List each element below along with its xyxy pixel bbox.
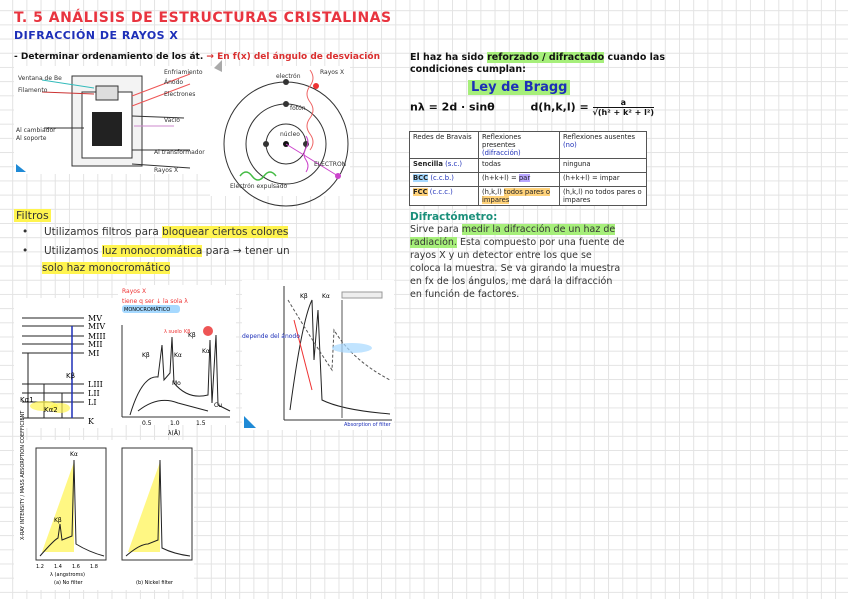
bragg-intro-line1: [410, 52, 665, 63]
table-header-cell: Reflexiones ausentes (no): [560, 132, 647, 159]
intro-line: [14, 52, 380, 62]
level-li: LI: [88, 398, 97, 407]
table-header-cell: Redes de Bravais: [410, 132, 479, 159]
atom-label-electron: electrón: [276, 73, 301, 80]
table-cell: BCC (c.c.b.): [410, 173, 479, 187]
filtros-bullet-2: • Utilizamos luz monocromática para → tener un: [22, 245, 290, 257]
atom-label-electron2: ELECTRON: [314, 161, 347, 168]
tube-label-support: Al soporte: [16, 135, 47, 142]
spectrum-label-mo: Mo: [172, 380, 181, 387]
level-miii: MIII: [88, 332, 106, 341]
level-kalpha2: Kα2: [44, 406, 58, 414]
atom-label-xrays: Rayos X: [320, 69, 345, 76]
bragg-intro-hl: reforzado / difractado: [487, 52, 605, 63]
spectrum-top-note2: Kβ: [184, 329, 191, 335]
nickel-ylabel: X-RAY INTENSITY / MASS ABSORPTION COEFFICIENT: [20, 410, 26, 540]
nickel-xtick-1: 1.2: [36, 564, 44, 570]
nickel-peak-kb-a: Kβ: [54, 517, 62, 524]
spectrum-xtick-2: 1.0: [170, 420, 180, 427]
bragg-formula-den: √(h² + k² + l²): [592, 108, 654, 117]
nickel-xtick-3: 1.6: [72, 564, 80, 570]
spectrum-xtick-1: 0.5: [142, 420, 152, 427]
table-cell: (h,k,l) todos pares o impares: [479, 187, 560, 206]
spectrum-peak-ka2: Kα: [202, 348, 210, 355]
level-kalpha1: Kα1: [20, 396, 34, 404]
tube-label-vacuum: Vacío: [164, 117, 180, 124]
page-subtitle: DIFRACCIÓN DE RAYOS X: [14, 29, 179, 42]
tube-label-xrays: Rayos X: [154, 167, 179, 174]
level-mv: MV: [88, 314, 102, 323]
xray-tube-figure: [14, 66, 210, 174]
table-cell: todas: [479, 159, 560, 173]
spectrum-xlabel: λ(Å): [168, 430, 181, 437]
level-miv: MIV: [88, 322, 106, 331]
filtros-bullet-1: • Utilizamos filtros para bloquear ciertos colores: [22, 226, 289, 238]
intro-text: - Determinar ordenamiento de los át.: [14, 52, 204, 62]
bragg-intro-line2: condiciones cumplan:: [410, 64, 526, 75]
table-cell: Sencilla (s.c.): [410, 159, 479, 173]
bragg-intro-post: cuando las: [607, 52, 665, 63]
nickel-caption-b: (b) Nickel filter: [136, 580, 173, 586]
level-mii: MII: [88, 340, 103, 349]
table-cell: FCC (c.c.c.): [410, 187, 479, 206]
bragg-formula: [410, 98, 654, 117]
spectrum-note-solo: tiene q ser ↓ la sola λ: [122, 298, 188, 305]
table-cell: (h,k,l) no todos pares o impares: [560, 187, 647, 206]
nickel-xtick-4: 1.8: [90, 564, 98, 570]
nickel-xtick-2: 1.4: [54, 564, 62, 570]
absorption-note-anode: depende del ánodo: [242, 333, 300, 340]
spectrum-label-cu: Cu: [214, 402, 222, 409]
tube-label-electrons: Electrones: [164, 91, 196, 98]
absorption-caption: Absorption of filter: [344, 422, 391, 428]
atom-label-ejected: Electrón expulsado: [230, 183, 288, 190]
intro-arrow-text: → En f(x) del ángulo de desviación: [206, 52, 380, 62]
spectrum-top-note1: λ suelo: [164, 329, 182, 335]
tube-label-filament: Filamento: [18, 87, 48, 94]
energy-levels-drawing: [14, 298, 118, 428]
atom-figure: [210, 66, 350, 196]
table-cell: ninguna: [560, 159, 647, 173]
spectrum-peak-kb1: Kβ: [142, 352, 150, 359]
nickel-caption-a: (a) No filter: [54, 580, 83, 586]
nickel-xlabel-a: λ (angstroms): [50, 572, 85, 578]
tube-label-window: Ventana de Be: [18, 75, 62, 82]
spectrum-peak-kb2: Kβ: [188, 332, 196, 339]
table-cell: (h+k+l) = impar: [560, 173, 647, 187]
level-k: K: [88, 417, 94, 426]
bragg-formula-num: a: [593, 98, 654, 108]
spectrum-peak-ka1: Kα: [174, 352, 182, 359]
absorption-ka: Kα: [322, 293, 330, 300]
spectrum-xtick-3: 1.5: [196, 420, 206, 427]
atom-drawing: [210, 66, 350, 196]
table-row: [410, 173, 647, 187]
bragg-formula-left: nλ = 2d · sinθ: [410, 100, 495, 114]
absorption-figure: [242, 280, 394, 430]
table-cell: (h+k+l) = par: [479, 173, 560, 187]
difractometro-heading: Difractómetro:: [410, 211, 498, 223]
filtros-heading: Filtros: [16, 209, 49, 222]
tube-label-transformer: Al transformador: [154, 149, 205, 156]
table-header-row: [410, 132, 647, 159]
tube-label-cooling: Enfriamiento: [164, 69, 203, 76]
table-row: [410, 187, 647, 206]
level-lii: LII: [88, 389, 100, 398]
filtros-bullet-2-cont: solo haz monocromático: [42, 262, 171, 274]
tube-label-changer: Al cambiador: [16, 127, 56, 134]
bragg-intro-pre: El haz ha sido: [410, 52, 484, 63]
page-title: T. 5 ANÁLISIS DE ESTRUCTURAS CRISTALINAS: [14, 10, 392, 26]
xray-tube-drawing: [14, 66, 210, 174]
atom-label-nucleus: núcleo: [280, 131, 300, 138]
bragg-title: Ley de Bragg: [468, 80, 570, 95]
spectrum-note-mono: MONOCROMÁTICO: [124, 307, 171, 313]
spectrum-drawing: [118, 285, 236, 437]
spectrum-note-rayos: Rayos X: [122, 288, 147, 295]
atom-label-photon: fotón: [290, 105, 306, 112]
absorption-drawing: [242, 280, 394, 430]
nickel-peak-ka-a: Kα: [70, 451, 78, 458]
bravais-table: [409, 131, 647, 206]
bragg-formula-lhs: d(h,k,l) =: [530, 100, 589, 114]
spectrum-figure: [118, 285, 236, 437]
level-mi: MI: [88, 349, 100, 358]
table-header-cell: Reflexiones presentes (difracción): [479, 132, 560, 159]
table-row: [410, 159, 647, 173]
difractometro-body: Sirve para medir la difracción de un haz de radiación. Esta compuesto por una fuente de rayos X y un detector entre los que se coloca la muestra. Se va girando la muestra en fx de los ángulos, me dará la difracción en función de factores.: [410, 224, 625, 300]
absorption-kb: Kβ: [300, 293, 308, 300]
energy-levels-figure: [14, 298, 118, 428]
tube-label-anode: Ánodo: [164, 79, 184, 86]
level-kbeta: Kβ: [66, 372, 76, 380]
level-liii: LIII: [88, 380, 103, 389]
